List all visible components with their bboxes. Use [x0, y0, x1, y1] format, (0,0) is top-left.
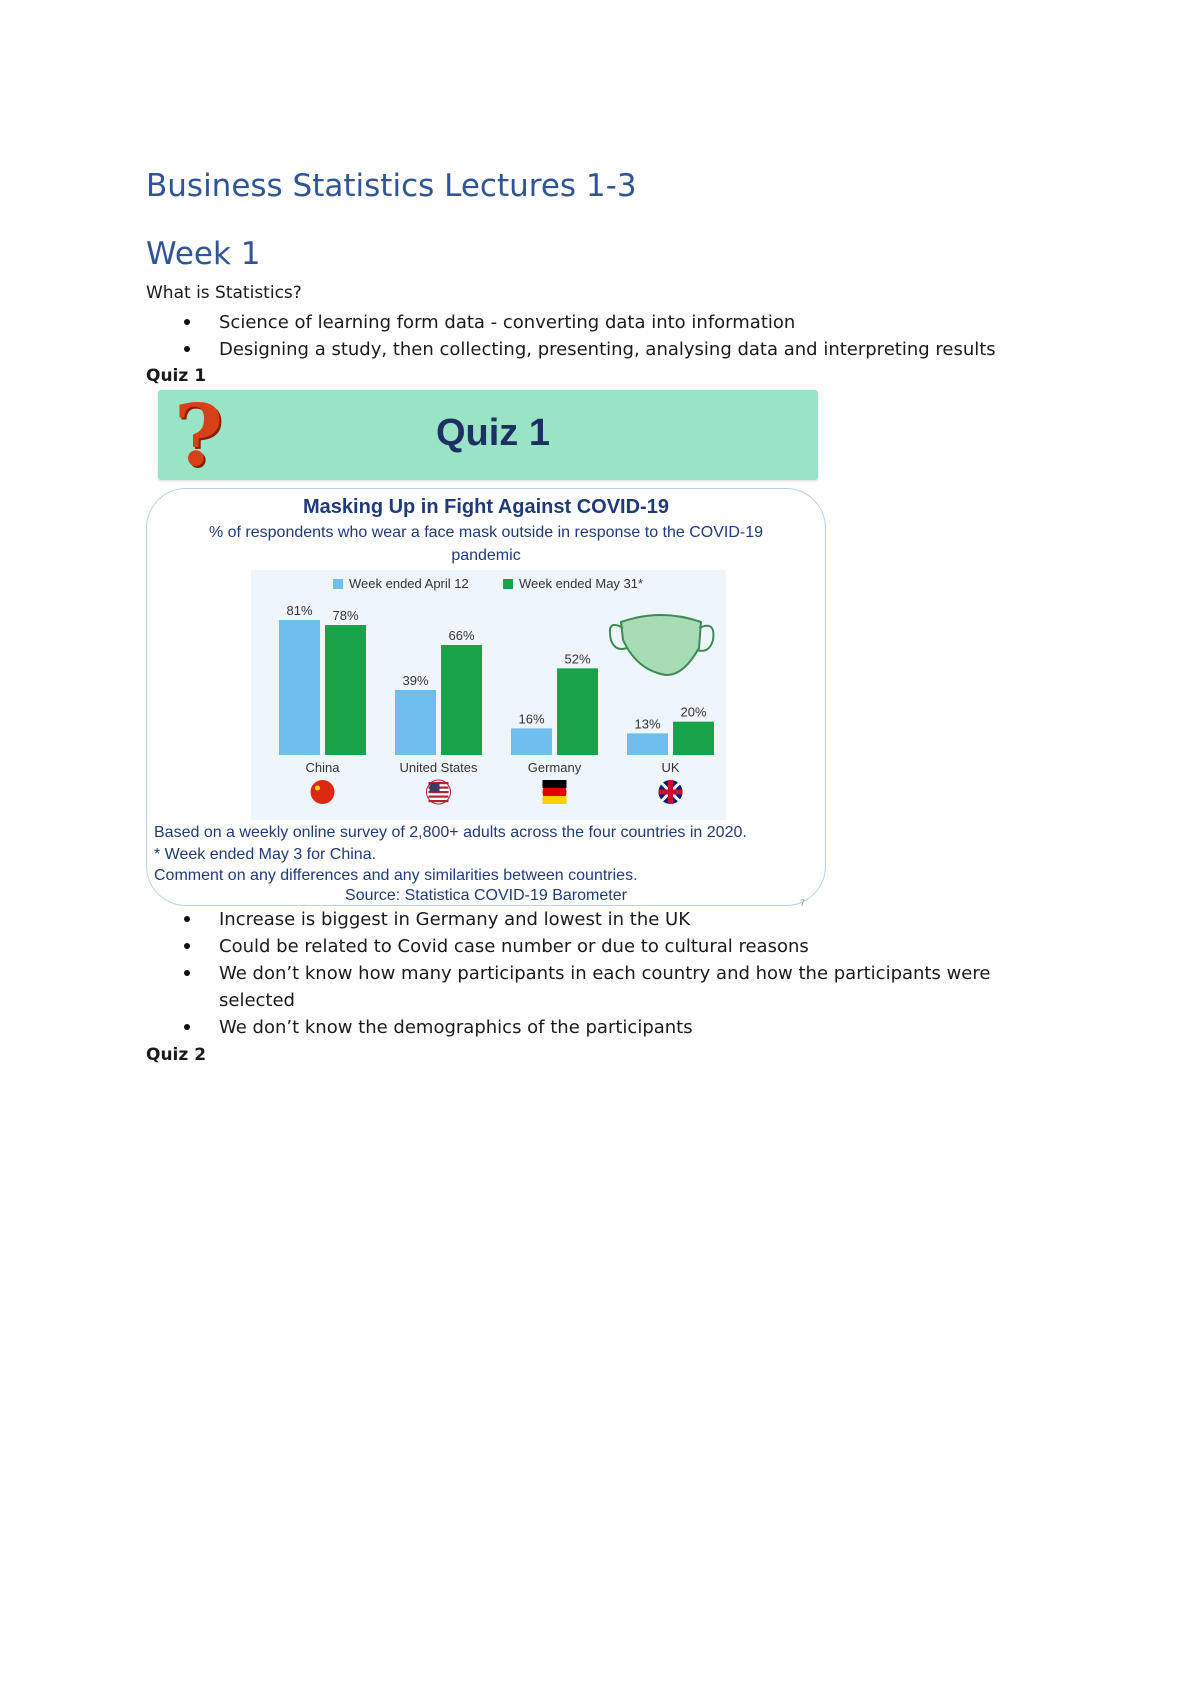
bar [557, 668, 598, 755]
legend-swatch [333, 579, 343, 589]
source-note: Source: Statistica COVID-19 Barometer [345, 887, 627, 904]
flag-star [315, 786, 320, 791]
answer-bullet-list [146, 906, 1026, 1041]
bar-value-label: 13% [634, 716, 661, 732]
intro-bullet-list [146, 309, 1026, 363]
bar [673, 722, 714, 755]
bar-value-label: 78% [332, 608, 359, 623]
bar-value-label: 16% [518, 711, 545, 727]
flag-stripe [429, 796, 449, 798]
quiz1-label: Quiz 1 [146, 366, 207, 386]
list-item: Designing a study, then collecting, presenting, analysing data and interpreting results [146, 336, 1026, 363]
category-label: UK [661, 760, 680, 775]
bar [627, 733, 668, 755]
quiz-slide-image [146, 388, 826, 908]
slide-subtitle: % of respondents who wear a face mask outside in response to the COVID-19 pandemic [208, 524, 764, 564]
bar [441, 645, 482, 755]
bar-value-label: 66% [448, 628, 475, 643]
chart-svg [251, 570, 726, 820]
list-item: Science of learning form data - converting data into information [146, 309, 1026, 336]
flag-band [543, 780, 567, 788]
category-label: China [305, 760, 340, 775]
flag-canton [430, 783, 440, 792]
banner-title: Quiz 1 [435, 412, 551, 454]
bar [511, 728, 552, 755]
bar [325, 625, 366, 755]
survey-footnote: Based on a weekly online survey of 2,800+ adults across the four countries in 2020. [154, 824, 747, 841]
legend-swatch [503, 579, 513, 589]
legend-label: Week ended April 12 [349, 576, 469, 591]
slide-page-number: 7 [800, 898, 806, 908]
china-flag-icon [311, 780, 335, 804]
bar [279, 620, 320, 755]
list-item: Increase is biggest in Germany and lowest in the UK [146, 906, 1026, 933]
flag-cross [668, 780, 673, 804]
mask-chart [251, 570, 726, 820]
list-item: Could be related to Covid case number or due to cultural reasons [146, 933, 1026, 960]
week-heading: Week 1 [146, 236, 261, 272]
question-mark-icon: ? [174, 386, 224, 485]
legend-label: Week ended May 31* [519, 576, 644, 591]
slide-title: Masking Up in Fight Against COVID-19 [303, 496, 669, 518]
china-footnote: * Week ended May 3 for China. [154, 846, 377, 863]
bar-value-label: 81% [286, 603, 313, 618]
question-text: What is Statistics? [146, 283, 302, 303]
list-item: We don’t know the demographics of the participants [146, 1014, 1026, 1041]
document-title: Business Statistics Lectures 1-3 [146, 168, 637, 204]
category-label: Germany [527, 760, 582, 775]
quiz2-label: Quiz 2 [146, 1045, 207, 1065]
category-label: United States [399, 760, 478, 775]
bar [395, 690, 436, 755]
list-item: We don’t know how many participants in each country and how the participants were selected [146, 960, 1026, 1014]
flag-band [543, 796, 567, 804]
bar-value-label: 39% [402, 673, 429, 688]
bar-value-label: 52% [564, 651, 591, 667]
quiz-banner [158, 386, 818, 485]
bar-value-label: 20% [680, 704, 707, 720]
comment-prompt: Comment on any differences and any similarities between countries. [154, 867, 638, 884]
flag-stripe [429, 800, 449, 802]
